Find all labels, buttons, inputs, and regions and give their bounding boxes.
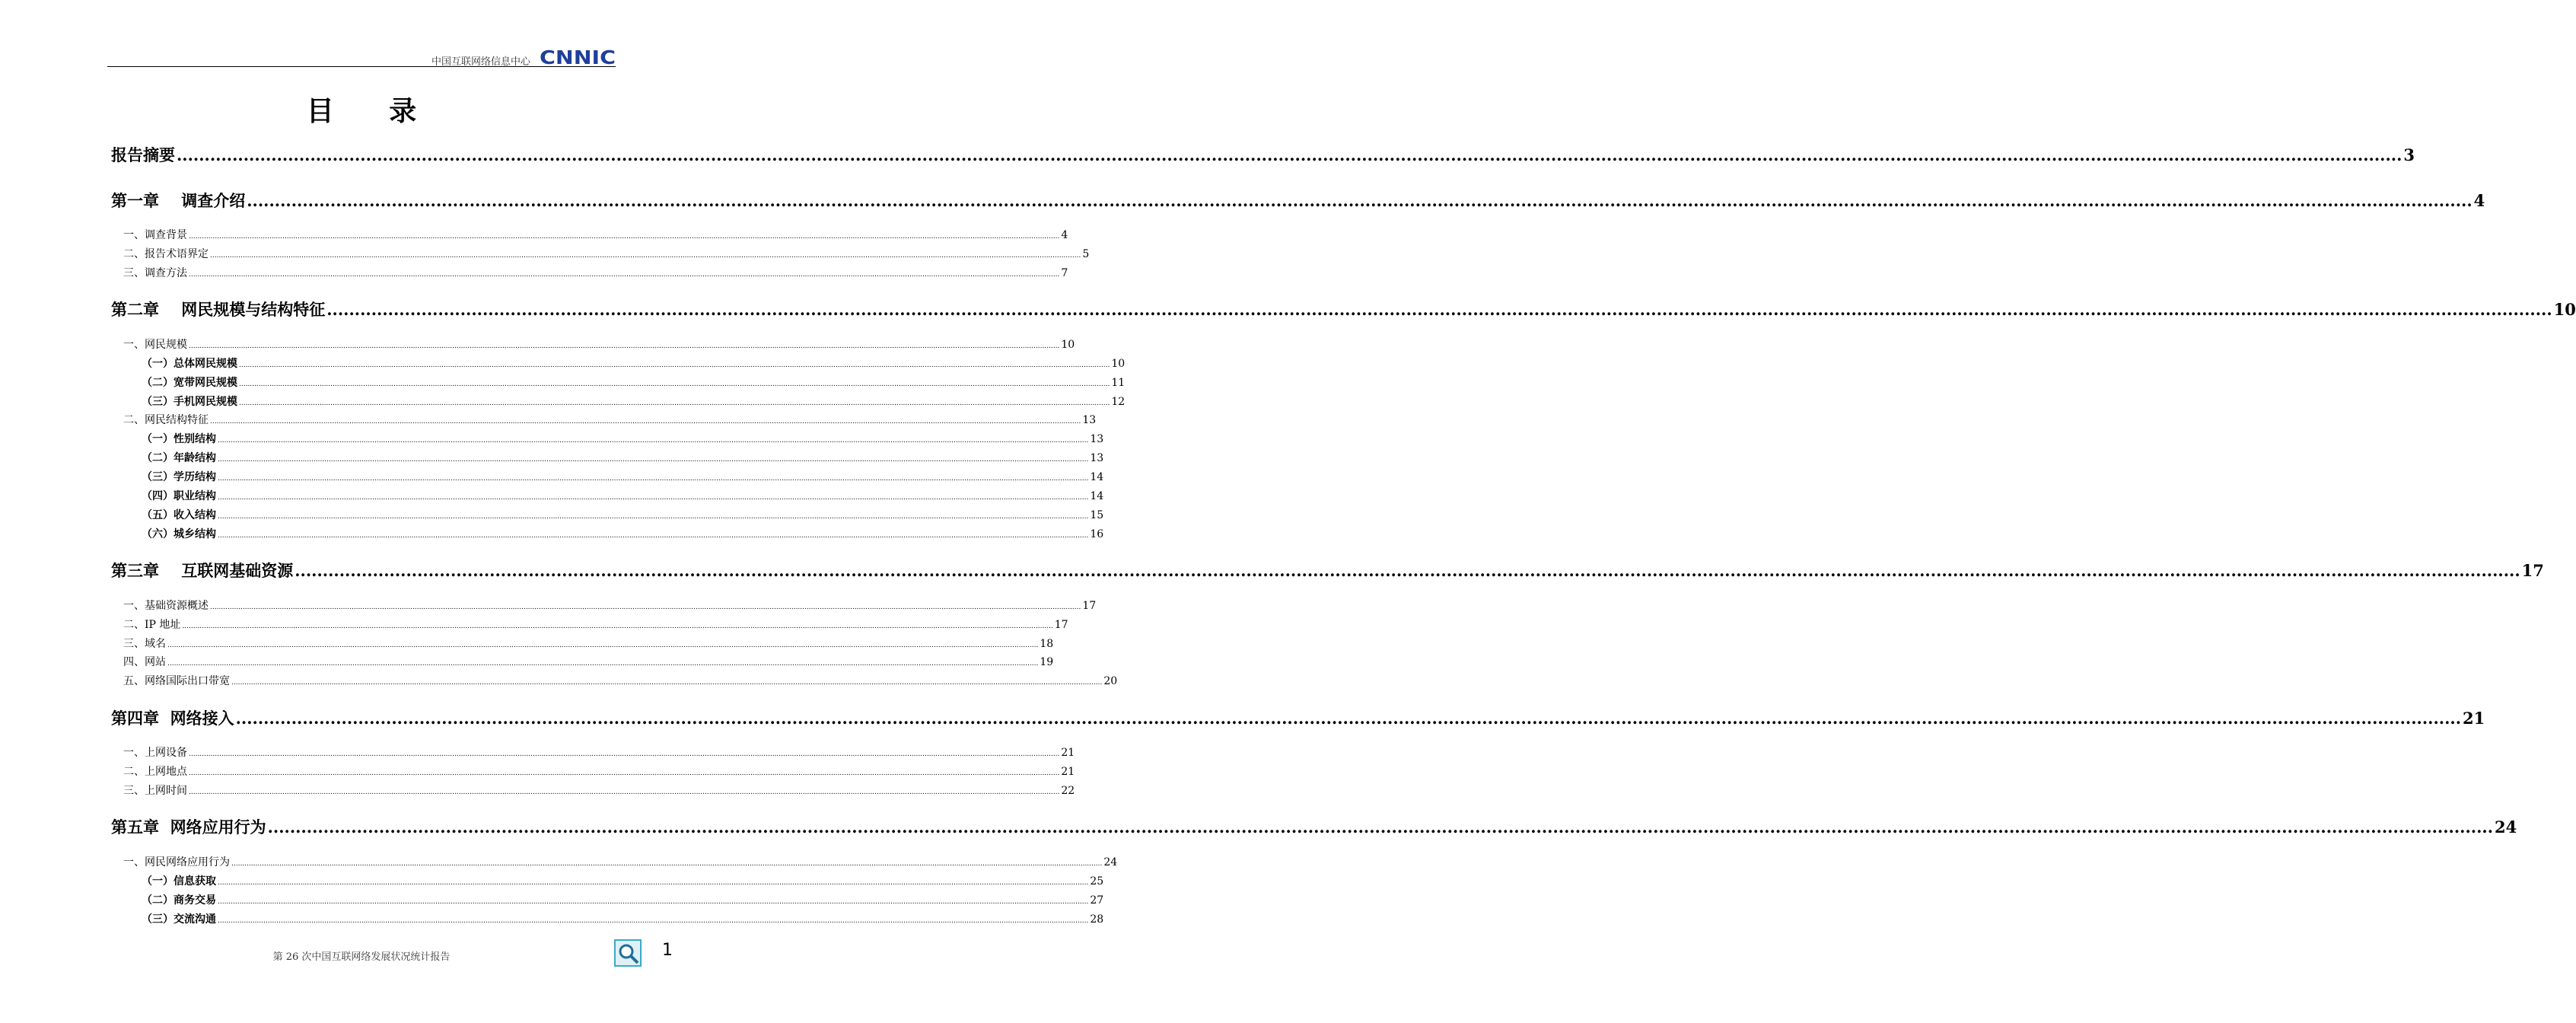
toc-entry-page: 21	[2463, 709, 2485, 728]
toc-leader-dots: ................................................................................................................................................................................................................................................................................................................................................................................................................	[189, 789, 1060, 796]
toc-entry-page: 27	[1090, 894, 1104, 907]
toc-entry[interactable]	[123, 412, 1097, 427]
toc-entry-label: 第三章 互联网基础资源	[111, 561, 294, 580]
toc-entry-page: 10	[1111, 358, 1126, 370]
header-divider	[107, 66, 616, 67]
toc-entry[interactable]	[142, 488, 1104, 503]
toc-entry-page: 10	[1061, 339, 1075, 351]
toc-entry[interactable]	[111, 815, 2517, 838]
toc-entry-label: （三）手机网民规模	[142, 396, 237, 408]
toc-entry-page: 18	[1040, 638, 1054, 650]
toc-entry-label: 第一章 调查介绍	[111, 191, 246, 210]
toc-entry[interactable]	[123, 854, 1118, 869]
toc-leader-dots: ................................................................................................................................................................................................................................................................................................................................................................................................................	[177, 145, 2402, 164]
toc-entry[interactable]	[142, 469, 1104, 484]
toc-entry-page: 13	[1090, 433, 1104, 445]
toc-entry-page: 7	[1061, 267, 1068, 279]
toc-entry-label: 五、网络国际出口带宽	[123, 675, 230, 687]
toc-entry-label: 一、网民网络应用行为	[123, 856, 230, 868]
toc-entry[interactable]	[111, 298, 2576, 320]
page-number: 1	[662, 941, 673, 960]
header-org-name: 中国互联网络信息中心	[431, 56, 530, 68]
toc-entry-page: 20	[1103, 675, 1118, 687]
toc-entry[interactable]	[142, 892, 1104, 907]
toc-entry-label: （六）城乡结构	[142, 528, 216, 540]
toc-entry-page: 17	[2521, 561, 2544, 580]
toc-entry-page: 17	[1082, 600, 1097, 612]
toc-leader-dots: ................................................................................................................................................................................................................................................................................................................................................................................................................	[231, 679, 1103, 687]
toc-entry-page: 14	[1090, 471, 1104, 483]
toc-entry[interactable]	[142, 526, 1104, 541]
toc-leader-dots: ................................................................................................................................................................................................................................................................................................................................................................................................................	[218, 879, 1089, 887]
toc-entry-page: 4	[2473, 191, 2485, 210]
toc-entry-page: 12	[1111, 396, 1126, 408]
toc-entry-label: 二、报告术语界定	[123, 248, 209, 260]
toc-entry-page: 3	[2403, 145, 2415, 164]
toc-leader-dots: ................................................................................................................................................................................................................................................................................................................................................................................................................	[326, 300, 2552, 319]
toc-leader-dots: ................................................................................................................................................................................................................................................................................................................................................................................................................	[247, 191, 2473, 210]
toc-entry-label: （四）职业结构	[142, 490, 216, 502]
toc-leader-dots: ................................................................................................................................................................................................................................................................................................................................................................................................................	[167, 660, 1039, 668]
toc-entry[interactable]	[123, 636, 1054, 651]
toc-entry-label: （一）信息获取	[142, 875, 216, 888]
toc-leader-dots: ................................................................................................................................................................................................................................................................................................................................................................................................................	[218, 898, 1089, 906]
toc-leader-dots: ................................................................................................................................................................................................................................................................................................................................................................................................................	[218, 437, 1089, 445]
toc-leader-dots: ................................................................................................................................................................................................................................................................................................................................................................................................................	[239, 381, 1110, 388]
toc-entry-label: （五）收入结构	[142, 509, 216, 521]
toc-entry[interactable]	[123, 617, 1068, 632]
toc-entry[interactable]	[111, 143, 2415, 166]
toc-leader-dots: ................................................................................................................................................................................................................................................................................................................................................................................................................	[210, 604, 1081, 611]
toc-entry-page: 15	[1090, 509, 1104, 521]
toc-entry[interactable]	[123, 673, 1118, 688]
toc-leader-dots: ................................................................................................................................................................................................................................................................................................................................................................................................................	[218, 456, 1089, 464]
toc-entry-page: 5	[1082, 248, 1090, 260]
toc-entry-page: 4	[1061, 229, 1068, 241]
toc-entry-label: 三、调查方法	[123, 267, 187, 279]
toc-entry-page: 14	[1090, 490, 1104, 502]
toc-entry-page: 22	[1061, 785, 1075, 797]
toc-entry[interactable]	[142, 394, 1126, 409]
toc-leader-dots: ................................................................................................................................................................................................................................................................................................................................................................................................................	[218, 494, 1089, 502]
toc-entry-label: 三、上网时间	[123, 785, 187, 797]
toc-leader-dots: ................................................................................................................................................................................................................................................................................................................................................................................................................	[189, 751, 1060, 758]
toc-entry-label: 一、上网设备	[123, 747, 187, 759]
toc-leader-dots: ................................................................................................................................................................................................................................................................................................................................................................................................................	[239, 400, 1110, 407]
toc-entry-page: 13	[1090, 452, 1104, 464]
logo-wordmark: CNNIC	[540, 46, 616, 69]
toc-entry[interactable]	[111, 559, 2544, 582]
toc-entry-label: 第二章 网民规模与结构特征	[111, 300, 326, 319]
toc-leader-dots: ................................................................................................................................................................................................................................................................................................................................................................................................................	[295, 561, 2520, 580]
toc-entry[interactable]	[123, 782, 1075, 798]
toc-leader-dots: ................................................................................................................................................................................................................................................................................................................................................................................................................	[167, 642, 1039, 649]
toc-entry-page: 16	[1090, 528, 1104, 540]
toc-entry[interactable]	[123, 265, 1068, 280]
toc-entry-label: 四、网站	[123, 656, 166, 668]
toc-leader-dots: ................................................................................................................................................................................................................................................................................................................................................................................................................	[218, 475, 1089, 483]
toc-entry[interactable]	[142, 873, 1104, 888]
toc-entry-label: 二、上网地点	[123, 766, 187, 778]
page-header	[107, 46, 616, 69]
toc-leader-dots: ................................................................................................................................................................................................................................................................................................................................................................................................................	[210, 418, 1081, 425]
toc-entry-page: 10	[2553, 300, 2576, 319]
toc-entry[interactable]	[123, 744, 1075, 760]
toc-entry-label: （二）商务交易	[142, 894, 216, 907]
toc-entry-label: 第五章 网络应用行为	[111, 817, 266, 837]
toc-entry-page: 17	[1054, 619, 1068, 631]
toc-entry-label: （三）学历结构	[142, 471, 216, 483]
toc-entry[interactable]	[142, 507, 1104, 522]
toc-entry[interactable]	[111, 706, 2485, 729]
toc-entry-page: 19	[1040, 656, 1054, 668]
toc-entry[interactable]	[142, 450, 1104, 465]
toc-entry-label: （一）总体网民规模	[142, 358, 237, 370]
toc-entry[interactable]	[123, 654, 1054, 669]
toc-entry-label: 三、域名	[123, 638, 166, 650]
page-title: 目 录	[306, 95, 440, 127]
toc-leader-dots: ................................................................................................................................................................................................................................................................................................................................................................................................................	[218, 513, 1089, 521]
toc-entry-page: 13	[1082, 414, 1097, 426]
toc-entry[interactable]	[142, 911, 1104, 926]
toc-entry[interactable]	[142, 374, 1126, 390]
toc-entry-page: 24	[2495, 817, 2517, 837]
toc-entry[interactable]	[123, 598, 1097, 613]
toc-entry[interactable]	[123, 336, 1075, 352]
toc-leader-dots: ................................................................................................................................................................................................................................................................................................................................................................................................................	[218, 917, 1089, 925]
toc-entry-page: 21	[1061, 747, 1075, 759]
toc-leader-dots: ................................................................................................................................................................................................................................................................................................................................................................................................................	[189, 233, 1060, 241]
toc-entry-label: 二、网民结构特征	[123, 414, 209, 426]
toc-entry-label: （一）性别结构	[142, 433, 216, 445]
toc-entry-label: 一、调查背景	[123, 229, 187, 241]
toc-entry-page: 24	[1103, 856, 1118, 868]
toc-entry-label: 一、网民规模	[123, 339, 187, 351]
cnnic-logo	[540, 47, 616, 67]
toc-leader-dots: ................................................................................................................................................................................................................................................................................................................................................................................................................	[239, 362, 1110, 369]
toc-leader-dots: ................................................................................................................................................................................................................................................................................................................................................................................................................	[267, 817, 2494, 837]
toc-entry-page: 11	[1111, 377, 1126, 389]
toc-entry-label: 第四章 网络接入	[111, 709, 234, 728]
toc-entry-label: 二、IP 地址	[123, 619, 181, 631]
toc-entry-page: 25	[1090, 875, 1104, 888]
toc-leader-dots: ................................................................................................................................................................................................................................................................................................................................................................................................................	[210, 252, 1081, 260]
toc-leader-dots: ................................................................................................................................................................................................................................................................................................................................................................................................................	[182, 623, 1053, 630]
toc-entry[interactable]	[111, 189, 2485, 212]
toc-entry[interactable]	[123, 763, 1075, 779]
toc-entry[interactable]	[142, 431, 1104, 446]
toc-entry-page: 21	[1061, 766, 1075, 778]
toc-entry-label: （三）交流沟通	[142, 913, 216, 926]
toc-entry[interactable]	[142, 355, 1126, 371]
footer-report-title: 第 26 次中国互联网络发展状况统计报告	[272, 951, 451, 963]
toc-entry-page: 28	[1090, 913, 1104, 926]
magnifier-report-icon	[614, 939, 642, 967]
toc-leader-dots: ................................................................................................................................................................................................................................................................................................................................................................................................................	[189, 770, 1060, 777]
toc-entry-label: （二）宽带网民规模	[142, 377, 237, 389]
toc-leader-dots: ................................................................................................................................................................................................................................................................................................................................................................................................................	[189, 343, 1060, 350]
toc-leader-dots: ................................................................................................................................................................................................................................................................................................................................................................................................................	[189, 271, 1060, 279]
toc-entry-label: 一、基础资源概述	[123, 600, 209, 612]
toc-leader-dots: ................................................................................................................................................................................................................................................................................................................................................................................................................	[218, 532, 1089, 540]
toc-leader-dots: ................................................................................................................................................................................................................................................................................................................................................................................................................	[235, 709, 2462, 728]
toc-entry[interactable]	[123, 246, 1090, 261]
toc-entry-label: 报告摘要	[111, 145, 175, 164]
toc-entry-label: （二）年龄结构	[142, 452, 216, 464]
toc-leader-dots: ................................................................................................................................................................................................................................................................................................................................................................................................................	[231, 860, 1103, 868]
toc-entry[interactable]	[123, 227, 1068, 242]
